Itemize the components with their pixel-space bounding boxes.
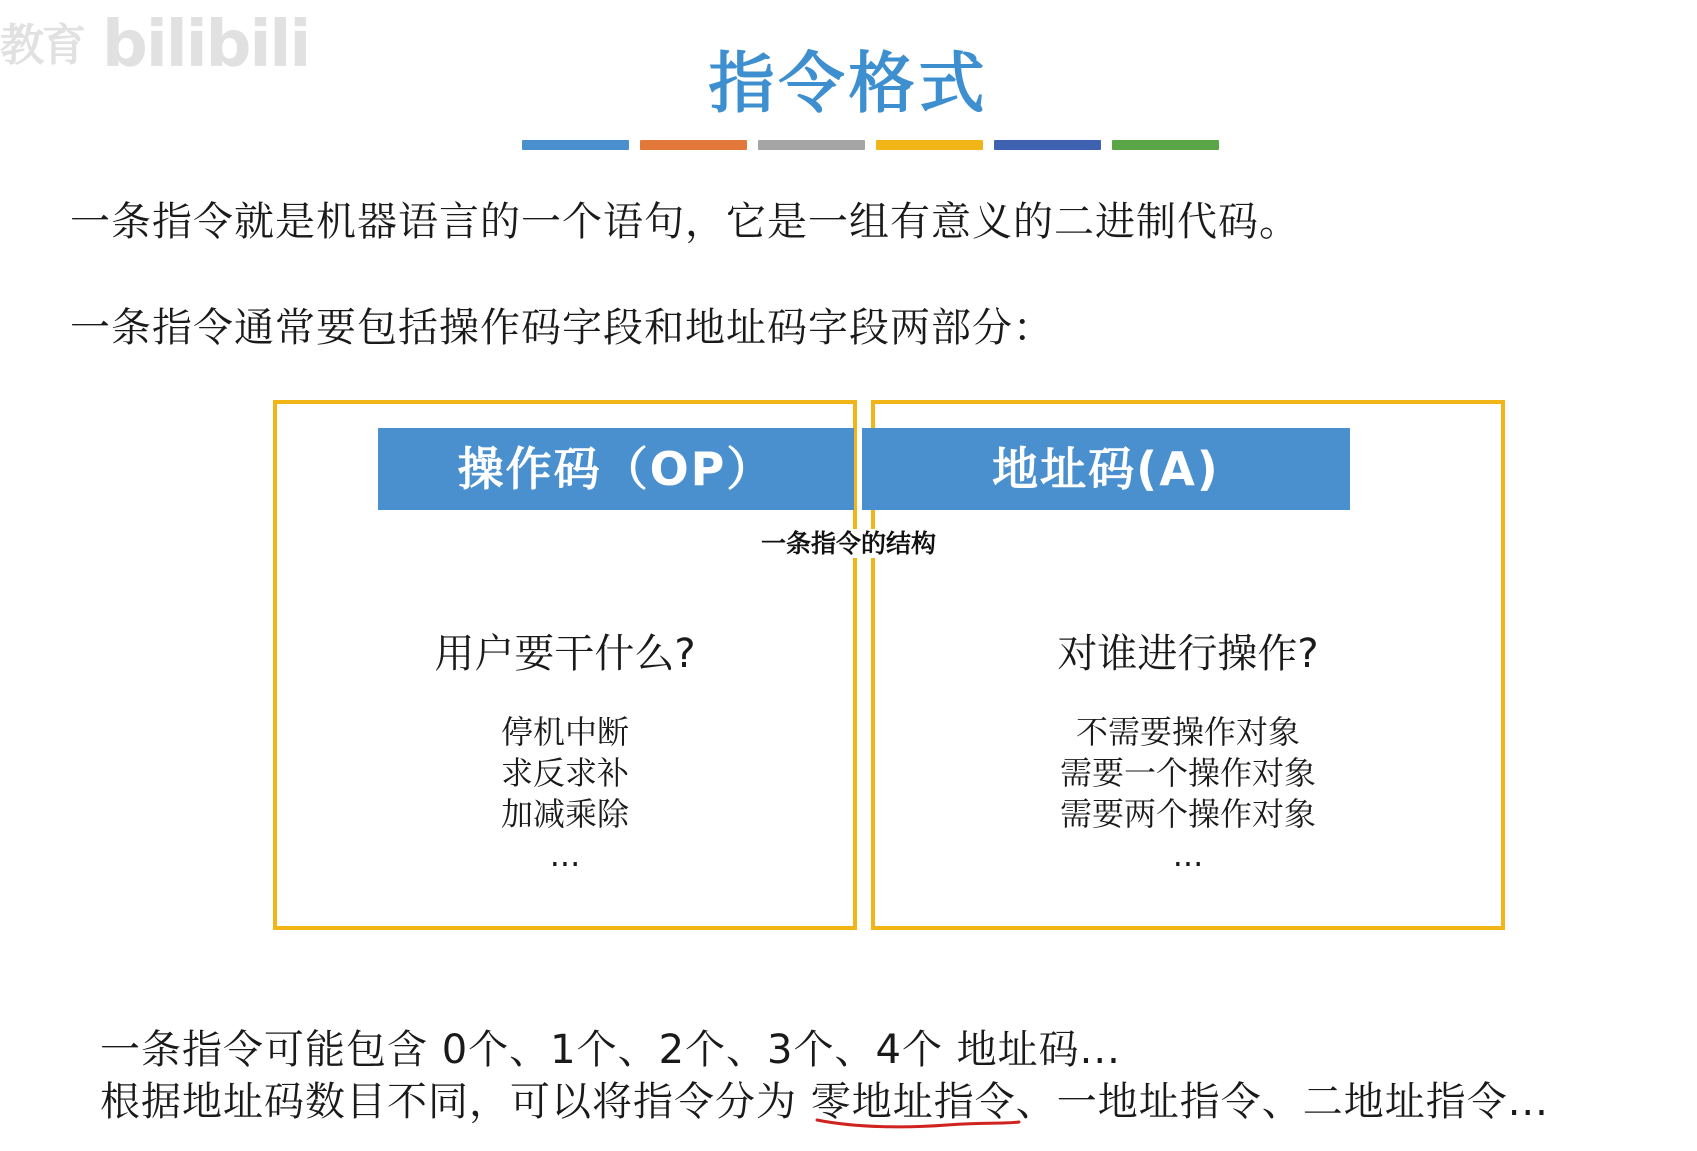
watermark-brand: bilibili (102, 8, 310, 82)
list-item: ... (1172, 836, 1204, 874)
red-underline-annotation (817, 1116, 1027, 1130)
address-field: 地址码(A) (862, 428, 1350, 510)
color-bar-gray (758, 140, 865, 150)
color-bar-orange (640, 140, 747, 150)
color-bar-green (1112, 140, 1219, 150)
color-bar-blue (522, 140, 629, 150)
list-item: 需要两个操作对象 (1059, 795, 1316, 833)
components-paragraph: 一条指令通常要包括操作码字段和地址码字段两部分： (70, 305, 1054, 351)
list-item: 加减乘除 (500, 795, 629, 833)
list-item: 需要一个操作对象 (1059, 754, 1316, 792)
list-item: 求反求补 (500, 754, 629, 792)
zero-address-text: 零地址指令 (810, 1079, 1016, 1125)
opcode-question: 用户要干什么? (434, 631, 696, 677)
opcode-field: 操作码（OP） (378, 428, 854, 510)
definition-paragraph: 一条指令就是机器语言的一个语句，它是一组有意义的二进制代码。 (70, 199, 1300, 245)
instruction-types-line (100, 1070, 1549, 1127)
list-item: 停机中断 (500, 713, 629, 751)
address-count-line: 一条指令可能包含 0个、1个、2个、3个、4个 地址码... (100, 1027, 1121, 1073)
watermark-prefix: 教育 (0, 20, 84, 71)
zero-address-highlight (811, 1070, 1016, 1127)
structure-caption-text: 一条指令的结构 (751, 529, 946, 558)
list-item: 不需要操作对象 (1075, 713, 1300, 751)
structure-caption (0, 524, 1697, 560)
title-color-bars (522, 140, 1230, 150)
opcode-examples (273, 712, 857, 876)
types-line-prefix: 根据地址码数目不同，可以将指令分为 (100, 1079, 811, 1125)
types-line-suffix: 、一地址指令、二地址指令... (1015, 1079, 1549, 1125)
address-question: 对谁进行操作? (1057, 631, 1319, 677)
address-examples (871, 712, 1505, 876)
list-item: ... (549, 836, 581, 874)
slide-title: 指令格式 (708, 45, 989, 122)
color-bar-navy (994, 140, 1101, 150)
underline-stroke (817, 1120, 1019, 1127)
color-bar-yellow (876, 140, 983, 150)
